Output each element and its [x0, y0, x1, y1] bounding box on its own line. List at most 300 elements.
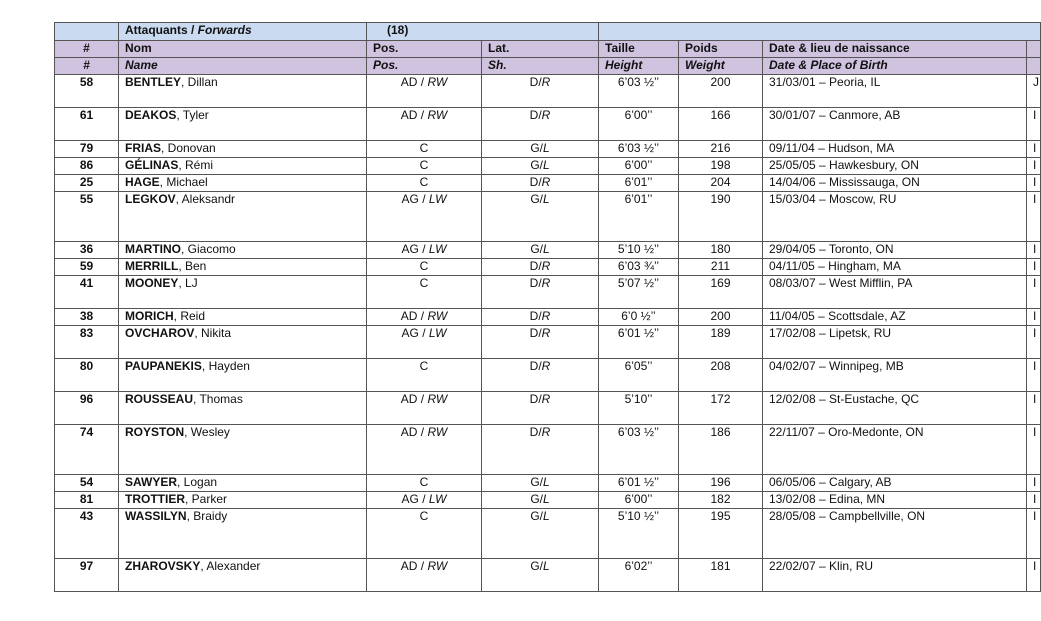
- player-shoots: [482, 309, 599, 326]
- player-name-first: , Reid: [173, 309, 206, 323]
- player-edge-cell: [1027, 259, 1041, 276]
- player-edge-cell: [1027, 75, 1041, 108]
- player-birth: [763, 509, 1027, 559]
- player-edge-cell: [1027, 326, 1041, 359]
- player-name-last: PAUPANEKIS: [125, 359, 202, 373]
- player-name-last: SAWYER: [125, 475, 178, 489]
- player-edge-cell-edge: I: [1033, 158, 1037, 172]
- player-weight-weight: 180: [710, 242, 731, 256]
- player-position-pos-fr: C: [419, 475, 429, 489]
- player-shoots: [482, 509, 599, 559]
- player-height: [599, 276, 679, 309]
- player-edge-cell: [1027, 509, 1041, 559]
- player-edge-cell-edge: I: [1033, 392, 1037, 406]
- player-birth-birth: 28/05/08 – Campbellville, ON: [769, 509, 926, 523]
- player-shoots: [482, 259, 599, 276]
- player-name-first: , Logan: [177, 475, 218, 489]
- player-position: [367, 392, 482, 425]
- player-number: [55, 192, 119, 242]
- player-height-height: 6’03 ½’’: [617, 75, 660, 89]
- player-number-num: 41: [79, 276, 94, 290]
- player-position: [367, 309, 482, 326]
- player-position-pos-fr: C: [419, 509, 429, 523]
- player-edge-cell: [1027, 359, 1041, 392]
- player-position: [367, 175, 482, 192]
- player-weight: [679, 141, 763, 158]
- header-edge: [1027, 41, 1041, 58]
- player-name-first: , Giacomo: [181, 242, 236, 256]
- player-name: [119, 175, 367, 192]
- player-name-first: , Hayden: [201, 359, 250, 373]
- player-position-pos-fr: AG /: [401, 242, 429, 256]
- player-height-height: 6’01 ½’’: [617, 475, 660, 489]
- player-shoots-lat-en: R: [541, 108, 551, 122]
- player-height-height: 6’00’’: [624, 108, 653, 122]
- player-position-pos-en: LW: [428, 326, 447, 340]
- player-number: [55, 392, 119, 425]
- player-name-first: , Donovan: [161, 141, 216, 155]
- player-name: [119, 259, 367, 276]
- player-number-num: 55: [79, 192, 94, 206]
- table-row: [55, 425, 1041, 475]
- player-edge-cell: [1027, 192, 1041, 242]
- player-edge-cell-edge: I: [1033, 326, 1037, 340]
- player-edge-cell: [1027, 242, 1041, 259]
- player-number-num: 36: [79, 242, 94, 256]
- player-name: [119, 359, 367, 392]
- player-position: [367, 242, 482, 259]
- player-name-last: BENTLEY: [125, 75, 182, 89]
- player-name: [119, 492, 367, 509]
- player-edge-cell: [1027, 392, 1041, 425]
- table-row: [55, 509, 1041, 559]
- player-number: [55, 492, 119, 509]
- player-number-num: 74: [79, 425, 94, 439]
- player-edge-cell-edge: I: [1033, 425, 1037, 439]
- player-name-first: , Tyler: [176, 108, 209, 122]
- header-lat: Lat.: [482, 41, 599, 58]
- player-height: [599, 392, 679, 425]
- player-edge-cell: [1027, 276, 1041, 309]
- player-weight: [679, 108, 763, 141]
- player-name: [119, 158, 367, 175]
- player-height-height: 6’03 ½’’: [617, 425, 660, 439]
- player-birth: [763, 141, 1027, 158]
- table-row: [55, 309, 1041, 326]
- player-edge-cell-edge: I: [1033, 141, 1037, 155]
- player-weight-weight: 196: [710, 475, 731, 489]
- player-name: [119, 475, 367, 492]
- player-height: [599, 141, 679, 158]
- player-position: [367, 259, 482, 276]
- player-position-pos-fr: C: [419, 259, 429, 273]
- player-name: [119, 392, 367, 425]
- player-shoots: [482, 492, 599, 509]
- player-edge-cell-edge: I: [1033, 509, 1037, 523]
- player-birth: [763, 158, 1027, 175]
- player-position-pos-en: RW: [427, 392, 448, 406]
- player-shoots: [482, 475, 599, 492]
- player-weight-weight: 195: [710, 509, 731, 523]
- player-number: [55, 108, 119, 141]
- player-weight-weight: 211: [710, 259, 731, 273]
- player-birth-birth: 11/04/05 – Scottsdale, AZ: [769, 309, 906, 323]
- player-shoots-lat-fr: G/: [530, 492, 543, 506]
- player-name-first: , Ben: [178, 259, 207, 273]
- player-position-pos-fr: AD /: [400, 392, 428, 406]
- player-shoots: [482, 326, 599, 359]
- player-shoots-lat-fr: D/: [529, 309, 542, 323]
- player-number: [55, 259, 119, 276]
- player-birth-birth: 04/02/07 – Winnipeg, MB: [769, 359, 904, 373]
- player-height-height: 6’01 ½’’: [617, 326, 660, 340]
- player-edge-cell: [1027, 158, 1041, 175]
- player-weight-weight: 181: [710, 559, 731, 573]
- player-position-pos-fr: AD /: [400, 75, 428, 89]
- player-weight-weight: 200: [710, 75, 731, 89]
- player-birth: [763, 259, 1027, 276]
- player-shoots: [482, 559, 599, 592]
- player-edge-cell: [1027, 425, 1041, 475]
- player-shoots-lat-fr: G/: [530, 559, 543, 573]
- player-position-pos-fr: AG /: [401, 326, 429, 340]
- player-edge-cell: [1027, 492, 1041, 509]
- player-name-first: , Aleksandr: [175, 192, 236, 206]
- player-edge-cell: [1027, 141, 1041, 158]
- player-height: [599, 359, 679, 392]
- player-number: [55, 309, 119, 326]
- player-position-pos-fr: AG /: [401, 492, 429, 506]
- forwards-roster-table: [54, 22, 1041, 592]
- player-position: [367, 326, 482, 359]
- player-height: [599, 492, 679, 509]
- player-shoots: [482, 192, 599, 242]
- player-name-first: , Parker: [185, 492, 228, 506]
- player-birth-birth: 06/05/06 – Calgary, AB: [769, 475, 892, 489]
- player-height: [599, 475, 679, 492]
- player-birth-birth: 12/02/08 – St-Eustache, QC: [769, 392, 920, 406]
- player-position-pos-en: RW: [427, 425, 448, 439]
- player-position-pos-fr: C: [419, 276, 429, 290]
- player-name-first: , LJ: [178, 276, 198, 290]
- player-number-num: 43: [79, 509, 94, 523]
- player-name: [119, 75, 367, 108]
- player-height: [599, 192, 679, 242]
- player-position: [367, 492, 482, 509]
- player-edge-cell: [1027, 175, 1041, 192]
- table-row: [55, 108, 1041, 141]
- player-position-pos-fr: C: [419, 359, 429, 373]
- player-shoots: [482, 242, 599, 259]
- player-birth: [763, 392, 1027, 425]
- player-weight-weight: 186: [710, 425, 731, 439]
- player-shoots-lat-fr: D/: [529, 359, 542, 373]
- player-name-last: ROUSSEAU: [125, 392, 194, 406]
- player-position: [367, 141, 482, 158]
- player-birth-birth: 29/04/05 – Toronto, ON: [769, 242, 894, 256]
- player-edge-cell-edge: I: [1033, 192, 1037, 206]
- player-height-height: 5’10 ½’’: [617, 242, 660, 256]
- player-name: [119, 276, 367, 309]
- player-shoots-lat-fr: D/: [529, 392, 542, 406]
- player-edge-cell-edge: I: [1033, 359, 1037, 373]
- player-name: [119, 425, 367, 475]
- player-shoots-lat-fr: G/: [530, 141, 543, 155]
- player-position-pos-fr: C: [419, 141, 429, 155]
- player-birth-birth: 14/04/06 – Mississauga, ON: [769, 175, 920, 189]
- player-shoots-lat-fr: G/: [530, 192, 543, 206]
- player-edge-cell-edge: I: [1033, 559, 1037, 573]
- table-row: [55, 158, 1041, 175]
- header-name: Nom: [119, 41, 367, 58]
- player-number: [55, 509, 119, 559]
- player-name: [119, 326, 367, 359]
- player-name: [119, 559, 367, 592]
- player-number: [55, 276, 119, 309]
- player-height: [599, 75, 679, 108]
- player-height-height: 6’03 ¾’’: [617, 259, 660, 273]
- player-height: [599, 108, 679, 141]
- player-name-last: MARTINO: [125, 242, 181, 256]
- player-height: [599, 158, 679, 175]
- player-position-pos-fr: C: [419, 175, 429, 189]
- header-pos: Pos.: [367, 41, 482, 58]
- player-shoots: [482, 158, 599, 175]
- player-shoots-lat-fr: D/: [529, 259, 542, 273]
- player-shoots-lat-fr: D/: [529, 175, 542, 189]
- player-shoots-lat-fr: G/: [530, 242, 543, 256]
- section-filler: [599, 23, 1041, 41]
- player-edge-cell-edge: J: [1033, 75, 1039, 89]
- player-position: [367, 75, 482, 108]
- player-shoots-lat-en: R: [541, 326, 551, 340]
- header-lat-en: Sh.: [482, 58, 599, 75]
- player-birth-birth: 22/11/07 – Oro-Medonte, ON: [769, 425, 924, 439]
- player-shoots: [482, 175, 599, 192]
- player-name-last: HAGE: [125, 175, 160, 189]
- player-position: [367, 509, 482, 559]
- player-number-num: 96: [79, 392, 94, 406]
- player-edge-cell-edge: I: [1033, 309, 1037, 323]
- table-row: [55, 259, 1041, 276]
- player-name-last: MORICH: [125, 309, 174, 323]
- player-shoots-lat-fr: D/: [529, 75, 542, 89]
- player-weight-weight: 208: [710, 359, 731, 373]
- player-shoots-lat-en: R: [541, 175, 551, 189]
- player-name-first: , Nikita: [194, 326, 232, 340]
- player-number: [55, 326, 119, 359]
- player-position: [367, 192, 482, 242]
- player-weight: [679, 326, 763, 359]
- player-weight: [679, 242, 763, 259]
- player-number: [55, 475, 119, 492]
- player-height-height: 6’02’’: [624, 559, 653, 573]
- player-number-num: 83: [79, 326, 94, 340]
- table-row: [55, 192, 1041, 242]
- section-spacer: [55, 23, 119, 41]
- header-birth: Date & lieu de naissance: [763, 41, 1027, 58]
- player-shoots-lat-en: R: [541, 276, 551, 290]
- player-shoots-lat-en: R: [541, 309, 551, 323]
- player-edge-cell: [1027, 309, 1041, 326]
- player-birth: [763, 242, 1027, 259]
- player-name-last: TROTTIER: [125, 492, 185, 506]
- player-weight: [679, 158, 763, 175]
- player-position-pos-fr: AD /: [400, 309, 428, 323]
- player-birth: [763, 326, 1027, 359]
- player-edge-cell-edge: I: [1033, 242, 1037, 256]
- player-name-last: MOONEY: [125, 276, 179, 290]
- player-name-last: OVCHAROV: [125, 326, 195, 340]
- player-height-height: 6’05’’: [624, 359, 653, 373]
- player-height-height: 5’10 ½’’: [617, 509, 660, 523]
- player-edge-cell-edge: I: [1033, 475, 1037, 489]
- player-birth: [763, 276, 1027, 309]
- table-row: [55, 559, 1041, 592]
- player-edge-cell-edge: I: [1033, 276, 1037, 290]
- player-shoots-lat-en: L: [542, 509, 550, 523]
- player-weight-weight: 198: [710, 158, 731, 172]
- player-number: [55, 158, 119, 175]
- table-row: [55, 276, 1041, 309]
- player-height: [599, 242, 679, 259]
- player-number-num: 97: [79, 559, 94, 573]
- player-name: [119, 509, 367, 559]
- player-birth: [763, 475, 1027, 492]
- player-number: [55, 359, 119, 392]
- player-edge-cell: [1027, 108, 1041, 141]
- player-position: [367, 108, 482, 141]
- player-position-pos-en: LW: [428, 492, 447, 506]
- player-height: [599, 425, 679, 475]
- player-shoots-lat-en: L: [542, 141, 550, 155]
- player-edge-cell: [1027, 559, 1041, 592]
- player-name-first: , Alexander: [200, 559, 261, 573]
- player-position-pos-en: RW: [427, 75, 448, 89]
- player-weight: [679, 75, 763, 108]
- player-weight: [679, 559, 763, 592]
- player-shoots: [482, 392, 599, 425]
- player-height: [599, 509, 679, 559]
- player-shoots-lat-en: R: [541, 359, 551, 373]
- player-shoots: [482, 359, 599, 392]
- player-name-first: , Wesley: [184, 425, 230, 439]
- player-height-height: 6’01’’: [624, 175, 653, 189]
- player-birth: [763, 359, 1027, 392]
- player-name: [119, 309, 367, 326]
- player-position: [367, 359, 482, 392]
- player-number: [55, 141, 119, 158]
- section-count: (18): [367, 23, 599, 41]
- section-title-en: Forwards: [197, 23, 252, 37]
- header-num: #: [55, 41, 119, 58]
- player-number-num: 81: [79, 492, 94, 506]
- player-shoots-lat-en: R: [541, 75, 551, 89]
- player-shoots-lat-fr: D/: [529, 425, 542, 439]
- player-edge-cell: [1027, 475, 1041, 492]
- player-weight: [679, 475, 763, 492]
- player-birth: [763, 559, 1027, 592]
- player-position-pos-en: RW: [427, 559, 448, 573]
- player-shoots-lat-fr: D/: [529, 276, 542, 290]
- player-birth: [763, 492, 1027, 509]
- player-shoots-lat-fr: D/: [529, 326, 542, 340]
- player-number-num: 54: [79, 475, 94, 489]
- player-weight: [679, 175, 763, 192]
- player-height-height: 6’0 ½’’: [621, 309, 656, 323]
- table-row: [55, 242, 1041, 259]
- player-weight: [679, 259, 763, 276]
- player-number-num: 59: [79, 259, 94, 273]
- player-shoots-lat-en: L: [542, 475, 550, 489]
- player-height: [599, 309, 679, 326]
- player-birth: [763, 108, 1027, 141]
- player-edge-cell-edge: I: [1033, 259, 1037, 273]
- player-birth-birth: 17/02/08 – Lipetsk, RU: [769, 326, 892, 340]
- player-shoots: [482, 108, 599, 141]
- player-weight: [679, 509, 763, 559]
- player-position-pos-fr: AD /: [400, 108, 428, 122]
- player-weight-weight: 166: [710, 108, 731, 122]
- player-height-height: 5’10’’: [624, 392, 653, 406]
- player-weight-weight: 190: [710, 192, 731, 206]
- header-row-french: [55, 41, 1041, 58]
- player-position: [367, 475, 482, 492]
- player-position: [367, 158, 482, 175]
- player-position-pos-en: LW: [428, 192, 447, 206]
- player-birth-birth: 31/03/01 – Peoria, IL: [769, 75, 881, 89]
- player-name-first: , Braidy: [186, 509, 228, 523]
- table-row: [55, 492, 1041, 509]
- header-weight-en: Weight: [679, 58, 763, 75]
- table-row: [55, 326, 1041, 359]
- player-name: [119, 141, 367, 158]
- player-birth-birth: 30/01/07 – Canmore, AB: [769, 108, 901, 122]
- player-name: [119, 242, 367, 259]
- player-position-pos-en: LW: [428, 242, 447, 256]
- header-weight: Poids: [679, 41, 763, 58]
- player-birth-birth: 15/03/04 – Moscow, RU: [769, 192, 897, 206]
- section-header-row: [55, 23, 1041, 41]
- player-shoots-lat-en: R: [541, 392, 551, 406]
- player-name-last: FRIAS: [125, 141, 161, 155]
- player-weight-weight: 204: [710, 175, 731, 189]
- player-name-last: LEGKOV: [125, 192, 176, 206]
- player-number: [55, 75, 119, 108]
- player-number: [55, 175, 119, 192]
- player-shoots-lat-en: L: [542, 192, 550, 206]
- player-weight: [679, 359, 763, 392]
- player-birth: [763, 175, 1027, 192]
- player-shoots-lat-en: R: [541, 425, 551, 439]
- player-edge-cell-edge: I: [1033, 492, 1037, 506]
- player-shoots-lat-en: L: [542, 158, 550, 172]
- player-weight-weight: 216: [710, 141, 731, 155]
- table-row: [55, 475, 1041, 492]
- header-pos-en: Pos.: [367, 58, 482, 75]
- player-number-num: 38: [79, 309, 94, 323]
- player-number: [55, 559, 119, 592]
- header-name-en: Name: [119, 58, 367, 75]
- player-shoots: [482, 75, 599, 108]
- player-shoots-lat-en: L: [542, 242, 550, 256]
- player-number-num: 61: [79, 108, 94, 122]
- player-shoots-lat-fr: G/: [530, 158, 543, 172]
- player-shoots-lat-fr: D/: [529, 108, 542, 122]
- header-num-en: #: [55, 58, 119, 75]
- player-birth: [763, 75, 1027, 108]
- player-position: [367, 559, 482, 592]
